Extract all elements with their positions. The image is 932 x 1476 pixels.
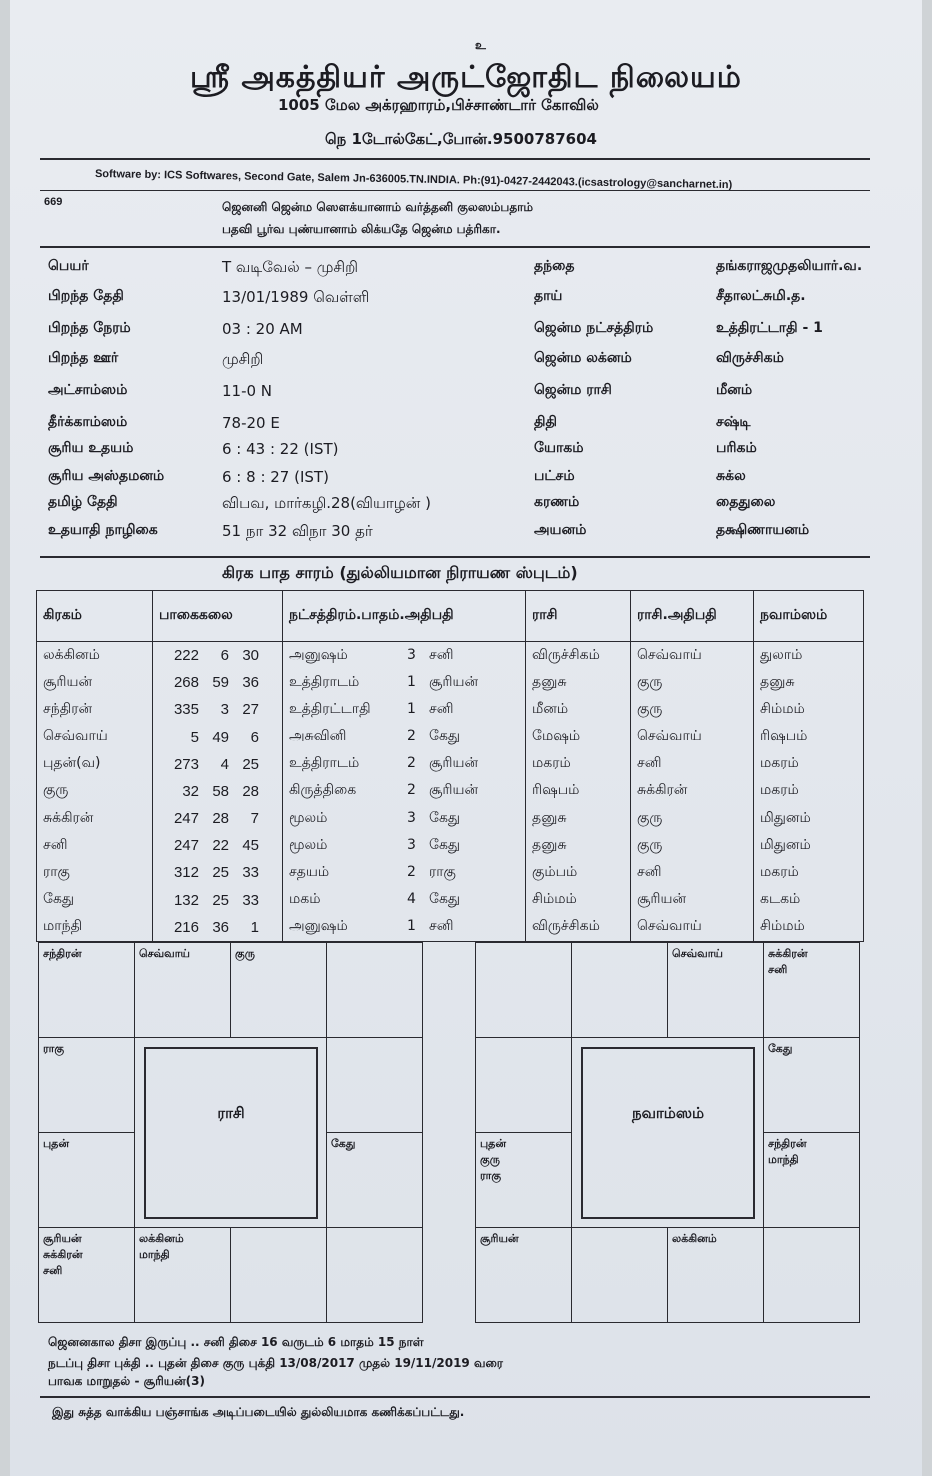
longitude-second: 36 [242, 674, 259, 692]
header-degree: பாகைகலை [153, 591, 283, 642]
planet-name: குரு [37, 778, 153, 805]
longitude-second: 1 [250, 918, 259, 936]
detail-value: சுக்ல [716, 468, 746, 484]
planet-navamsa: துலாம் [754, 642, 864, 670]
detail-label: சூரிய அஸ்தமனம் [48, 468, 165, 484]
planet-navamsa: ரிஷபம் [754, 724, 864, 751]
detail-label: திதி [534, 414, 557, 430]
chart-house-mithuna: சுக்கிரன் சனி [763, 942, 860, 1038]
star-name: உத்திராடம் [289, 673, 360, 690]
star-pada: 2 [407, 728, 416, 745]
longitude-second: 25 [242, 755, 259, 773]
chart-house-meena [475, 942, 572, 1038]
planet-rasi: மேஷம் [526, 724, 631, 751]
longitude-minute: 25 [212, 864, 229, 882]
star-lord: சூரியன் [429, 782, 479, 799]
chart-house-kataka [326, 1037, 423, 1133]
chart-center-box [581, 1047, 755, 1219]
detail-label: பிறந்த ஊர் [48, 350, 119, 366]
planet-rasi: விருச்சிகம் [526, 914, 631, 942]
chart-center-label: நவாம்ஸம் [631, 1104, 705, 1122]
chart-house-vrischika: லக்கினம் மாந்தி [134, 1227, 231, 1323]
chart-house-dhanus: சூரியன் சுக்கிரன் சனி [38, 1227, 135, 1323]
chart-house-kumbha: ராகு [38, 1037, 135, 1133]
planet-row [37, 751, 864, 778]
planet-name: செவ்வாய் [37, 724, 153, 751]
header-star: நட்சத்திரம்.பாதம்.அதிபதி [283, 591, 526, 642]
longitude-minute: 49 [212, 728, 229, 746]
chart-house-makara: புதன் குரு ராகு [475, 1132, 572, 1228]
planet-name: சனி [37, 832, 153, 859]
longitude-minute: 22 [212, 837, 229, 855]
star-name: மகம் [289, 891, 321, 908]
planet-rasi: விருச்சிகம் [526, 642, 631, 670]
detail-label: பிறந்த நேரம் [48, 320, 131, 336]
longitude-second: 27 [242, 701, 259, 719]
divider [40, 556, 870, 558]
longitude-second: 33 [242, 891, 259, 909]
star-lord: சனி [429, 700, 454, 717]
longitude-minute: 3 [220, 701, 229, 719]
longitude-degree: 222 [173, 647, 199, 665]
chart-house-simha: சந்திரன் மாந்தி [763, 1132, 860, 1228]
longitude-minute: 58 [212, 782, 229, 800]
planet-navamsa: சிம்மம் [754, 696, 864, 723]
longitude-minute: 4 [220, 755, 229, 773]
current-dasa: நடப்பு திசா புக்தி .. புதன் திசை குரு புக்தி 13/08/2017 முதல் 19/11/2019 வரை [48, 1356, 503, 1370]
planet-star [283, 887, 526, 914]
chart-house-kanni [763, 1227, 860, 1323]
divider [40, 1396, 870, 1398]
star-lord: சூரியன் [429, 755, 479, 772]
planet-star [283, 832, 526, 859]
longitude-second: 30 [242, 647, 259, 665]
star-name: அசுவினி [289, 728, 347, 745]
planet-longitude [153, 914, 283, 942]
chart-house-mesha [571, 942, 668, 1038]
detail-value: பரிகம் [716, 440, 757, 456]
chart-house-mithuna [326, 942, 423, 1038]
detail-label: ஜென்ம நட்சத்திரம் [534, 320, 654, 336]
planet-rasi: தனுசு [526, 669, 631, 696]
planet-rasi-lord: செவ்வாய் [631, 914, 754, 942]
longitude-degree: 132 [173, 891, 199, 909]
planet-name: புதன்(வ) [37, 751, 153, 778]
longitude-minute: 6 [220, 647, 229, 665]
longitude-minute: 28 [212, 810, 229, 828]
planet-rasi-lord: சனி [631, 859, 754, 886]
detail-value: 6 : 8 : 27 (IST) [222, 468, 329, 486]
chart-house-rishaba: குரு [230, 942, 327, 1038]
planet-rasi: மீனம் [526, 696, 631, 723]
planet-star [283, 805, 526, 832]
planet-row [37, 887, 864, 914]
planet-navamsa: மகரம் [754, 859, 864, 886]
planet-star [283, 751, 526, 778]
star-lord: கேது [429, 809, 461, 826]
phone: நெ 1டோல்கேட்,போன்.9500787604 [325, 130, 597, 148]
planet-longitude [153, 669, 283, 696]
detail-label: தந்தை [534, 258, 575, 274]
detail-value: மீனம் [716, 382, 753, 398]
longitude-minute: 59 [212, 674, 229, 692]
detail-label: பிறந்த தேதி [48, 288, 124, 304]
planet-row [37, 859, 864, 886]
planet-table [36, 590, 864, 942]
calculation-note: இது சுத்த வாக்கிய பஞ்சாங்க அடிப்படையில் துல்லியமாக கணிக்கப்பட்டது. [52, 1405, 465, 1419]
planet-rasi-lord: குரு [631, 805, 754, 832]
planet-star [283, 724, 526, 751]
header-rasi-lord: ராசி.அதிபதி [631, 591, 754, 642]
planet-row [37, 696, 864, 723]
planet-row [37, 724, 864, 751]
planet-rasi: தனுசு [526, 805, 631, 832]
chart-house-makara: புதன் [38, 1132, 135, 1228]
divider [40, 246, 870, 248]
star-pada: 3 [407, 646, 416, 663]
header-navamsa: நவாம்ஸம் [754, 591, 864, 642]
detail-value: 03 : 20 AM [222, 320, 303, 338]
longitude-second: 33 [242, 864, 259, 882]
detail-value: 13/01/1989 வெள்ளி [222, 288, 370, 306]
detail-value: 51 நா 32 விநா 30 தர் [222, 522, 373, 540]
star-lord: ராகு [429, 863, 456, 880]
chart-house-meena: சந்திரன் [38, 942, 135, 1038]
header-planet: கிரகம் [37, 591, 153, 642]
planet-longitude [153, 887, 283, 914]
planet-rasi-lord: குரு [631, 669, 754, 696]
star-lord: சூரியன் [429, 673, 479, 690]
detail-value: 6 : 43 : 22 (IST) [222, 440, 339, 458]
planet-longitude [153, 778, 283, 805]
planet-name: மாந்தி [37, 914, 153, 942]
planet-longitude [153, 751, 283, 778]
chart-house-kumbha [475, 1037, 572, 1133]
longitude-degree: 335 [173, 701, 199, 719]
detail-value: சீதாலட்சுமி.த. [716, 288, 806, 304]
detail-value: 11-0 N [222, 382, 273, 400]
star-lord: சனி [429, 646, 454, 663]
chart-house-dhanus: சூரியன் [475, 1227, 572, 1323]
planet-rasi-lord: குரு [631, 832, 754, 859]
longitude-degree: 273 [173, 755, 199, 773]
star-pada: 1 [407, 918, 416, 935]
detail-value: விருச்சிகம் [716, 350, 784, 366]
longitude-second: 6 [250, 728, 259, 746]
detail-value: விபவ, மார்கழி.28(வியாழன் ) [222, 494, 431, 512]
chart-house-kanni [326, 1227, 423, 1323]
bhava-change: பாவக மாறுதல் - சூரியன்(3) [48, 1374, 205, 1388]
detail-label: பட்சம் [534, 468, 575, 484]
detail-value: தங்கராஜமுதலியார்.வ. [716, 258, 863, 274]
longitude-degree: 312 [173, 864, 199, 882]
planet-rasi-lord: குரு [631, 696, 754, 723]
longitude-second: 28 [242, 782, 259, 800]
chart-house-vrischika [571, 1227, 668, 1323]
planet-longitude [153, 696, 283, 723]
detail-value: முசிறி [222, 350, 264, 368]
star-lord: கேது [429, 728, 461, 745]
detail-label: தமிழ் தேதி [48, 494, 118, 510]
planet-longitude [153, 724, 283, 751]
star-name: கிருத்திகை [289, 782, 357, 799]
longitude-degree: 247 [173, 837, 199, 855]
planet-name: சூரியன் [37, 669, 153, 696]
detail-label: ஜென்ம லக்னம் [534, 350, 632, 366]
detail-label: கரணம் [534, 494, 580, 510]
planet-star [283, 669, 526, 696]
longitude-degree: 216 [173, 918, 199, 936]
planet-navamsa: மகரம் [754, 751, 864, 778]
planet-name: லக்கினம் [37, 642, 153, 670]
planet-star [283, 914, 526, 942]
page-title: ஸ்ரீ அகத்தியர் அருட்ஜோதிட நிலையம் [190, 60, 742, 95]
planet-star [283, 859, 526, 886]
planet-name: ராகு [37, 859, 153, 886]
detail-label: சூரிய உதயம் [48, 440, 134, 456]
planet-rasi: சிம்மம் [526, 887, 631, 914]
planet-row [37, 642, 864, 670]
longitude-degree: 32 [182, 782, 199, 800]
longitude-second: 45 [242, 837, 259, 855]
detail-label: யோகம் [534, 440, 584, 456]
star-lord: சனி [429, 918, 454, 935]
planet-row [37, 778, 864, 805]
star-pada: 4 [407, 891, 416, 908]
detail-label: தீர்க்காம்ஸம் [48, 414, 128, 430]
star-lord: கேது [429, 891, 461, 908]
star-pada: 2 [407, 755, 416, 772]
top-mark: உ [475, 38, 486, 52]
header-rasi: ராசி [526, 591, 631, 642]
detail-label: உதயாதி நாழிகை [48, 522, 158, 538]
planet-rasi-lord: சூரியன் [631, 887, 754, 914]
detail-label: அட்சாம்ஸம் [48, 382, 128, 398]
star-pada: 1 [407, 700, 416, 717]
star-name: அனுஷம் [289, 918, 348, 935]
detail-label: பெயர் [48, 258, 89, 274]
detail-value: சஷ்டி [716, 414, 751, 430]
detail-label: ஜென்ம ராசி [534, 382, 612, 398]
planet-row [37, 805, 864, 832]
address: 1005 மேல அக்ரஹாரம்,பிச்சாண்டார் கோவில் [278, 96, 599, 114]
planet-rasi: ரிஷபம் [526, 778, 631, 805]
chart-house-kataka: கேது [763, 1037, 860, 1133]
planet-section-title: கிரக பாத சாரம் (துல்லியமான நிராயண ஸ்புடம்) [222, 563, 578, 582]
detail-value: உத்திரட்டாதி - 1 [716, 320, 823, 336]
planet-name: கேது [37, 887, 153, 914]
planet-rasi: மகரம் [526, 751, 631, 778]
planet-longitude [153, 832, 283, 859]
star-pada: 3 [407, 809, 416, 826]
planet-name: சந்திரன் [37, 696, 153, 723]
planet-longitude [153, 805, 283, 832]
longitude-degree: 5 [190, 728, 199, 746]
longitude-second: 7 [250, 810, 259, 828]
planet-navamsa: மகரம் [754, 778, 864, 805]
longitude-degree: 247 [173, 810, 199, 828]
planet-row [37, 914, 864, 942]
planet-rasi-lord: சுக்கிரன் [631, 778, 754, 805]
planet-star [283, 778, 526, 805]
dasa-balance: ஜெனனகால திசா இருப்பு .. சனி திசை 16 வருடம் 6 மாதம் 15 நாள் [48, 1335, 424, 1349]
planet-star [283, 642, 526, 670]
chart-house-mesha: செவ்வாய் [134, 942, 231, 1038]
planet-star [283, 696, 526, 723]
star-pada: 2 [407, 863, 416, 880]
star-pada: 2 [407, 782, 416, 799]
planet-navamsa: மிதுனம் [754, 832, 864, 859]
planet-navamsa: சிம்மம் [754, 914, 864, 942]
chart-center-label: ராசி [217, 1104, 245, 1122]
planet-longitude [153, 642, 283, 670]
planet-row [37, 669, 864, 696]
star-name: மூலம் [289, 809, 328, 826]
planet-rasi-lord: சனி [631, 751, 754, 778]
detail-value: T வடிவேல் – முசிறி [222, 258, 359, 276]
star-pada: 3 [407, 836, 416, 853]
planet-navamsa: கடகம் [754, 887, 864, 914]
longitude-minute: 36 [212, 918, 229, 936]
star-name: உத்திரட்டாதி [289, 700, 371, 717]
divider [40, 190, 870, 191]
sloka-line-1: ஜெனனி ஜென்ம ஸெளக்யானாம் வர்த்தனி குலஸம்பதாம் [222, 200, 534, 214]
detail-value: 78-20 E [222, 414, 280, 432]
star-lord: கேது [429, 836, 461, 853]
sloka-line-2: பதவி பூர்வ புண்யானாம் லிக்யதே ஜென்ம பத்ரிகா. [222, 222, 501, 236]
software-credit: Software by: ICS Softwares, Second Gate, Salem Jn-636005.TN.INDIA. Ph:(91)-0427-2442043.(icsastrology@sancharnet.in) [94, 168, 733, 192]
planet-rasi: கும்பம் [526, 859, 631, 886]
detail-label: அயனம் [534, 522, 587, 538]
star-name: மூலம் [289, 836, 328, 853]
detail-label: தாய் [534, 288, 563, 304]
longitude-minute: 25 [212, 891, 229, 909]
divider [40, 158, 870, 160]
planet-navamsa: மிதுனம் [754, 805, 864, 832]
chart-center-box [144, 1047, 318, 1219]
chart-house-simha: கேது [326, 1132, 423, 1228]
chart-house-thula [230, 1227, 327, 1323]
planet-navamsa: தனுசு [754, 669, 864, 696]
planet-longitude [153, 859, 283, 886]
star-name: சதயம் [289, 863, 330, 880]
planet-rasi: தனுசு [526, 832, 631, 859]
detail-value: தக்ஷிணாயனம் [716, 522, 810, 538]
chart-house-thula: லக்கினம் [667, 1227, 764, 1323]
record-number: 669 [44, 196, 63, 208]
longitude-degree: 268 [173, 674, 199, 692]
star-name: அனுஷம் [289, 646, 348, 663]
planet-rasi-lord: செவ்வாய் [631, 724, 754, 751]
star-name: உத்திராடம் [289, 755, 360, 772]
detail-value: தைதுலை [716, 494, 776, 510]
chart-house-rishaba: செவ்வாய் [667, 942, 764, 1038]
planet-name: சுக்கிரன் [37, 805, 153, 832]
planet-rasi-lord: செவ்வாய் [631, 642, 754, 670]
star-pada: 1 [407, 673, 416, 690]
planet-row [37, 832, 864, 859]
